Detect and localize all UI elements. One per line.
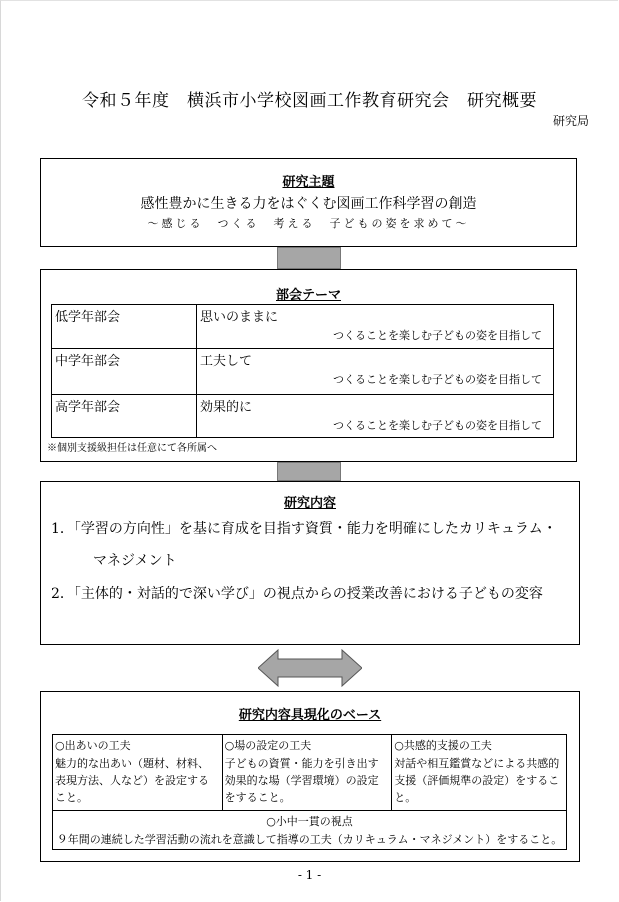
- base-row: [53, 735, 567, 811]
- research-item-1: 1．「学習の方向性」を基に育成を目指す資質・能力を明確にしたカリキュラム・: [51, 521, 557, 537]
- committee-row: [52, 305, 554, 349]
- committee-name: 低学年部会: [52, 305, 197, 349]
- base-row: [53, 811, 567, 850]
- base-column-body: 対話や相互鑑賞などによる共感的支援（評価規準の設定）をすること。: [394, 757, 560, 804]
- committee-theme: 効果的に: [200, 400, 253, 415]
- base-bottom-body: ９年間の連続した学習活動の流れを意識して指導の工夫（カリキュラム・マネジメント）をすること。: [56, 833, 563, 846]
- base-column-body: 魅力的な出あい（題材、材料、表現方法、人など）を設定すること。: [55, 757, 209, 804]
- base-column: [392, 735, 567, 811]
- page-number: - 1 -: [297, 868, 322, 882]
- committee-note: ※個別支援級担任は任意にて各所属へ: [47, 443, 217, 454]
- base-table: [52, 734, 567, 850]
- research-theme-main: 感性豊かに生きる力をはぐくむ図画工作科学習の創造: [140, 196, 477, 212]
- committee-theme-box: [40, 269, 577, 462]
- connector-2: [277, 462, 341, 481]
- base-box: [40, 691, 580, 862]
- base-column-title: ○出あいの工夫: [55, 739, 131, 752]
- base-bottom-title: ○小中一貫の視点: [266, 815, 353, 828]
- committee-row: [52, 395, 554, 438]
- committee-goal: つくることを楽しむ子どもの姿を目指して: [333, 329, 542, 342]
- research-theme-sub: ～感じる つくる 考える 子どもの姿を求めて～: [147, 217, 470, 230]
- committee-theme: 思いのままに: [200, 310, 279, 325]
- committee-cell: [197, 349, 554, 395]
- base-column-title: ○場の設定の工夫: [224, 739, 312, 752]
- committee-goal: つくることを楽しむ子どもの姿を目指して: [333, 373, 542, 386]
- committee-cell: [197, 305, 554, 349]
- research-theme-box: [40, 158, 577, 247]
- department-label: 研究局: [552, 114, 589, 128]
- committee-theme-heading: 部会テーマ: [275, 288, 341, 303]
- double-arrow-icon: [258, 648, 362, 688]
- research-content-box: [40, 481, 580, 645]
- research-item-2: 2．「主体的・対話的で深い学び」の視点からの授業改善における子どもの変容: [51, 586, 543, 602]
- committee-cell: [197, 395, 554, 438]
- committee-goal: つくることを楽しむ子どもの姿を目指して: [333, 419, 542, 432]
- base-heading: 研究内容具現化のベース: [238, 708, 382, 723]
- research-theme-heading: 研究主題: [282, 175, 335, 190]
- base-column-body: 子どもの資質・能力を引き出す効果的な場（学習環境）の設定をすること。: [224, 757, 379, 804]
- base-column: [222, 735, 392, 811]
- base-bottom-cell: [53, 811, 567, 850]
- committee-name: 高学年部会: [52, 395, 197, 438]
- document-title: 令和５年度 横浜市小学校図画工作教育研究会 研究概要: [82, 91, 537, 111]
- connector-1: [277, 247, 341, 269]
- committee-theme: 工夫して: [200, 354, 253, 369]
- committee-row: [52, 349, 554, 395]
- research-content-heading: 研究内容: [283, 496, 336, 511]
- research-item-1-cont: マネジメント: [93, 553, 177, 569]
- base-column: [53, 735, 223, 811]
- committee-name: 中学年部会: [52, 349, 197, 395]
- committee-table: [51, 304, 554, 438]
- base-column-title: ○共感的支援の工夫: [394, 739, 492, 752]
